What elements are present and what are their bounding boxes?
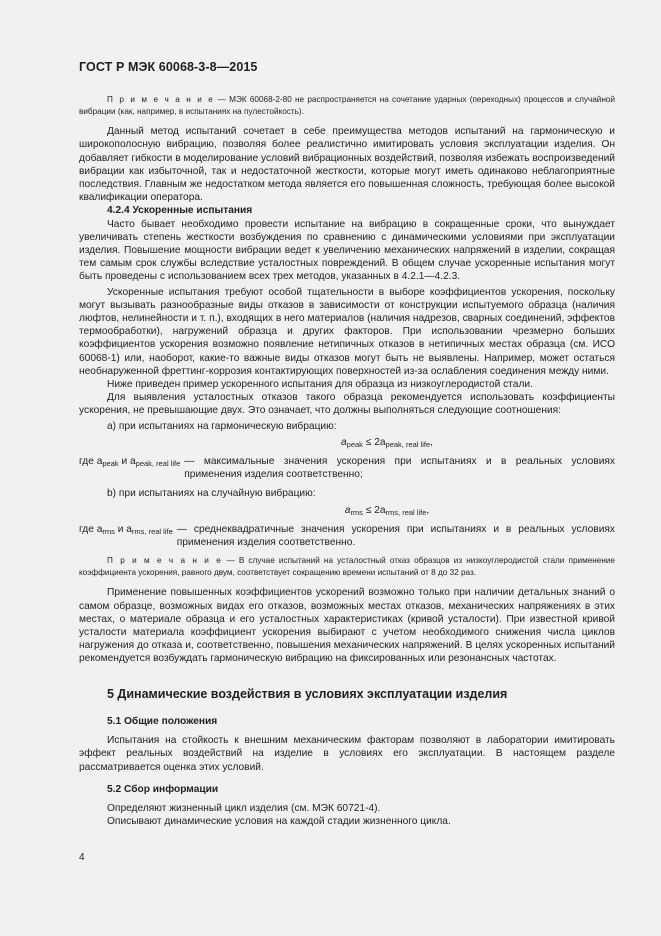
section-4-2-4-title: 4.2.4 Ускоренные испытания (107, 205, 253, 217)
list-item-a: a) при испытаниях на гармоническую вибрацию: (107, 420, 337, 432)
note-text: — В случае испытаний на усталостный отказ образцов из низкоуглеродистой стали применение коэффициента ускорения, равного двум, соответствует сокращению времени испытаний от 8 до 32 раз. (79, 556, 615, 577)
where-definition-rms: где $a_{rms}$ и $a_{rms, real life}$ — среднеквадратичные значения ускорения при испытаниях и в реальных условиях применения изделия соответственно. (79, 523, 615, 549)
formula-rms: $a_{rms} \le 2a_{rms, real life}$, (344, 504, 430, 517)
paragraph: Испытания на стойкость к внешним механическим факторам позволяют в лаборатории имитировать эффект реальных воздействий на изделие в условиях его эксплуатации. В настоящем разделе рассматривается оценка этих условий. (79, 735, 615, 773)
note-label: П р и м е ч а н и е (107, 95, 215, 104)
section-5-title: 5 Динамические воздействия в условиях эксплуатации изделия (107, 686, 508, 701)
paragraph: Ускоренные испытания требуют особой тщательности в выборе коэффициентов ускорения, поскольку могут вызывать разнообразные виды отказов в зависимости от конструкции испытуемого образца (наличия люфтов, нелинейности и т. п.), входящих в него материалов (наличия надрезов, сварных соединений, эффектов термообработки), нагружений образца и других факторов. При использовании чрезмерно больших коэффициентов ускорения возможно появление нетипичных отказов в нетипичных местах образца (см. ИСО 60068-1) или, наоборот, какие-то важные виды отказов могут быть не выявлены. Например, может остаться необнаруженной фреттинг-коррозия контактирующих поверхностей из-за ослабления соединения между ними. (79, 286, 615, 377)
note-label: П р и м е ч а н и е (107, 556, 223, 566)
paragraph: Часто бывает необходимо провести испытание на вибрацию в сокращенные сроки, что вынуждает увеличивать степень жесткости возбуждения по сравнению с динамическими условиями при эксплуатации изделия. Повышение мощности вибрации ведет к увеличению механических напряжений в изделии, сокращая тем самым срок службы вследствие усталостных повреждений. В общем случае ускоренные испытания могут быть проведены с использованием всех трех методов, указанных в 4.2.1—4.2.3. (79, 218, 615, 283)
paragraph: Применение повышенных коэффициентов ускорений возможно только при наличии детальных знаний о самом образце, возможных видах его отказов, возможных местах отказов, механических напряжениях в этих местах, о материале образца и его усталостных характеристиках (кривой усталости). При известной кривой усталости материала коэффициент ускорения выбирают с учетом необходимого снижения числа циклов нагружения до отказа и, соответственно, повышения механических напряжений. В целях ускоренных испытаний рекомендуется возбуждать гармоническую вибрацию на фиксированных или резонансных частотах. (79, 587, 615, 665)
paragraph: Ниже приведен пример ускоренного испытания для образца из низкоуглеродистой стали. (107, 379, 533, 391)
paragraph: Данный метод испытаний сочетает в себе преимущества методов испытаний на гармоническую и широкополосную вибрацию, позволяя более реалистично имитировать условия эксплуатации изделия. Он добавляет гибкости в моделирование условий вибрационных воздействий, позволяя избежать воспроизведений вибрации как избыточной, так и недостаточной жесткости, которые могут иметь одинаково неблагоприятные последствия. Главным же недостатком метода является его повышенная сложность, требующая более высокой квалификации оператора. (79, 126, 615, 204)
list-item-b: b) при испытаниях на случайную вибрацию: (107, 488, 316, 500)
note-2 (79, 555, 615, 578)
page-number: 4 (79, 852, 85, 863)
section-5-1-title: 5.1 Общие положения (107, 715, 218, 727)
standard-header: ГОСТ Р МЭК 60068-3-8—2015 (79, 60, 258, 74)
formula-peak: $a_{peak} \le 2a_{peak, real life}$, (341, 436, 433, 449)
paragraph: Определяют жизненный цикл изделия (см. МЭК 60721-4). (107, 802, 381, 814)
paragraph: Описывают динамические условия на каждой стадии жизненного цикла. (107, 816, 451, 828)
where-definition-peak: где $a_{peak}$ и $a_{peak, real life}$ — максимальные значения ускорения при испытаниях и в реальных условиях применения изделия соответственно; (79, 456, 615, 481)
note-1 (79, 94, 615, 117)
paragraph: Для выявления усталостных отказов такого образца рекомендуется использовать коэффициенты ускорения, не превышающие двух. Это означает, что должны выполняться следующие соотношения: (79, 392, 615, 417)
note-text: — МЭК 60068-2-80 не распространяется на сочетание ударных (переходных) процессов и случайной вибрации (как, например, в испытаниях на пулестойкость). (79, 95, 616, 116)
section-5-2-title: 5.2 Сбор информации (107, 783, 219, 795)
page-content (79, 94, 615, 828)
